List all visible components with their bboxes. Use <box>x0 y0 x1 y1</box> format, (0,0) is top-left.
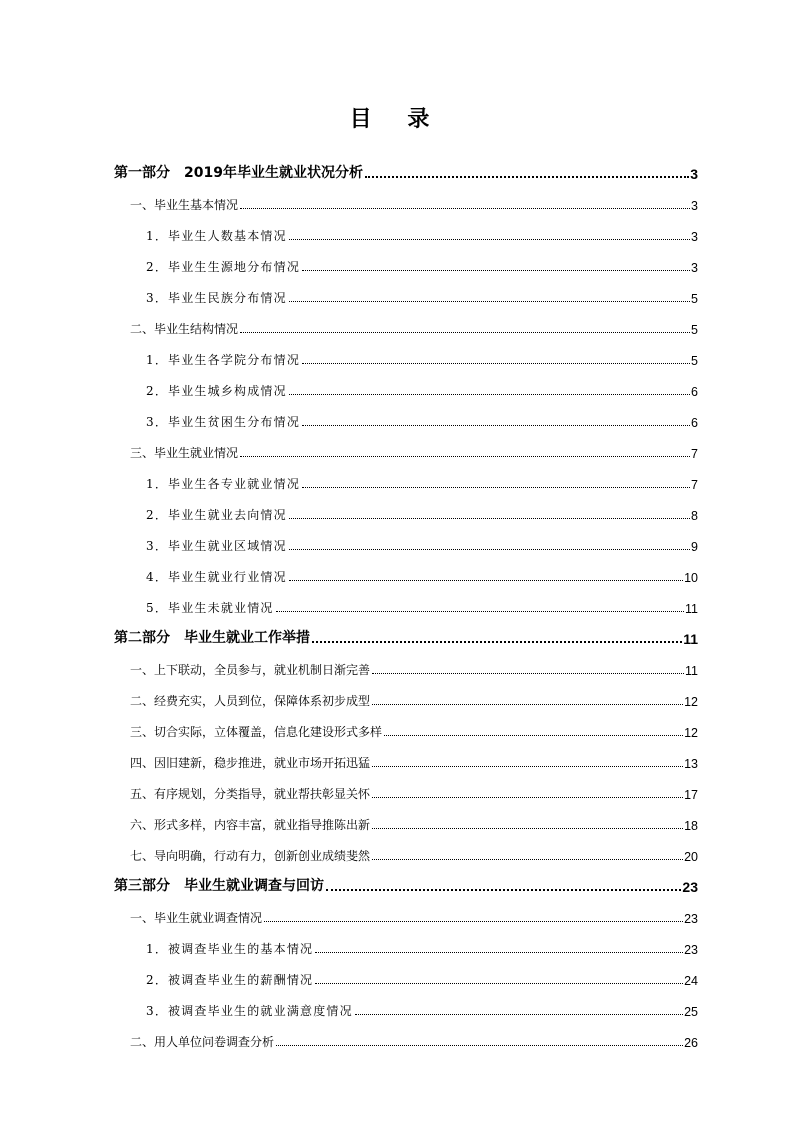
toc-entry[interactable] <box>114 682 698 713</box>
toc-entry-label: 2．毕业生城乡构成情况 <box>146 384 287 398</box>
toc-entry-page-number: 7 <box>691 478 698 492</box>
toc-entry-page-number: 20 <box>684 850 698 864</box>
dot-leader <box>315 983 683 984</box>
dot-leader <box>365 176 689 178</box>
toc-entry[interactable] <box>114 806 698 837</box>
toc-entry-label: 二、毕业生结构情况 <box>130 322 239 336</box>
toc-entry[interactable] <box>114 434 698 465</box>
toc-entry[interactable] <box>114 527 698 558</box>
toc-entry-page-number: 12 <box>684 695 698 709</box>
dot-leader <box>289 394 690 395</box>
toc-entry[interactable] <box>114 868 698 899</box>
table-of-contents <box>114 155 698 1054</box>
toc-entry-page-number: 13 <box>684 757 698 771</box>
toc-entry[interactable] <box>114 899 698 930</box>
dot-leader <box>264 921 683 922</box>
toc-entry[interactable] <box>114 558 698 589</box>
toc-entry-label: 1．毕业生各专业就业情况 <box>146 477 301 491</box>
toc-entry-page-number: 3 <box>691 261 698 275</box>
toc-entry-label: 1．被调查毕业生的基本情况 <box>146 942 314 956</box>
toc-entry-page-number: 8 <box>691 509 698 523</box>
dot-leader <box>289 239 690 240</box>
toc-entry[interactable] <box>114 186 698 217</box>
toc-entry[interactable] <box>114 248 698 279</box>
toc-entry-label: 三、切合实际，立体覆盖，信息化建设形式多样 <box>130 725 383 739</box>
toc-entry-page-number: 25 <box>684 1005 698 1019</box>
toc-entry[interactable] <box>114 465 698 496</box>
dot-leader <box>372 859 683 860</box>
toc-entry-label: 第一部分 2019年毕业生就业状况分析 <box>114 165 363 181</box>
toc-entry-page-number: 6 <box>691 416 698 430</box>
dot-leader <box>372 766 683 767</box>
toc-entry-page-number: 11 <box>685 602 698 616</box>
toc-entry-page-number: 11 <box>685 664 698 678</box>
toc-entry[interactable] <box>114 310 698 341</box>
toc-entry-page-number: 5 <box>691 323 698 337</box>
toc-entry[interactable] <box>114 837 698 868</box>
toc-entry-page-number: 18 <box>684 819 698 833</box>
dot-leader <box>302 270 690 271</box>
toc-entry[interactable] <box>114 930 698 961</box>
toc-entry-page-number: 9 <box>691 540 698 554</box>
toc-entry-page-number: 23 <box>684 943 698 957</box>
dot-leader <box>372 704 683 705</box>
toc-entry-page-number: 10 <box>684 571 698 585</box>
toc-entry-page-number: 3 <box>691 230 698 244</box>
dot-leader <box>384 735 683 736</box>
toc-entry[interactable] <box>114 341 698 372</box>
dot-leader <box>302 487 690 488</box>
toc-entry-label: 六、形式多样，内容丰富，就业指导推陈出新 <box>130 818 371 832</box>
toc-entry-page-number: 6 <box>691 385 698 399</box>
toc-entry-page-number: 11 <box>683 631 698 647</box>
toc-entry[interactable] <box>114 1023 698 1054</box>
toc-entry-page-number: 5 <box>691 354 698 368</box>
toc-entry-label: 3．毕业生就业区域情况 <box>146 539 287 553</box>
toc-entry-label: 2．毕业生生源地分布情况 <box>146 260 301 274</box>
dot-leader <box>312 641 682 643</box>
dot-leader <box>276 1045 683 1046</box>
dot-leader <box>302 425 690 426</box>
toc-entry[interactable] <box>114 620 698 651</box>
toc-entry-label: 七、导向明确，行动有力，创新创业成绩斐然 <box>130 849 371 863</box>
toc-entry-label: 2．被调查毕业生的薪酬情况 <box>146 973 314 987</box>
toc-entry-label: 1．毕业生各学院分布情况 <box>146 353 301 367</box>
toc-entry-label: 5．毕业生未就业情况 <box>146 601 274 615</box>
toc-entry-label: 一、毕业生基本情况 <box>130 198 239 212</box>
dot-leader <box>240 208 690 209</box>
page-title: 目 录 <box>349 107 444 132</box>
toc-entry[interactable] <box>114 713 698 744</box>
toc-entry-page-number: 17 <box>684 788 698 802</box>
toc-entry[interactable] <box>114 992 698 1023</box>
toc-entry-page-number: 3 <box>690 166 698 182</box>
toc-entry[interactable] <box>114 372 698 403</box>
toc-entry-label: 二、经费充实，人员到位，保障体系初步成型 <box>130 694 371 708</box>
dot-leader <box>372 673 684 674</box>
dot-leader <box>289 580 683 581</box>
toc-entry-page-number: 12 <box>684 726 698 740</box>
toc-entry[interactable] <box>114 589 698 620</box>
dot-leader <box>289 301 690 302</box>
dot-leader <box>289 518 690 519</box>
toc-entry-label: 3．被调查毕业生的就业满意度情况 <box>146 1004 353 1018</box>
dot-leader <box>240 332 690 333</box>
toc-entry-page-number: 24 <box>684 974 698 988</box>
toc-entry-page-number: 7 <box>691 447 698 461</box>
toc-entry-label: 二、用人单位问卷调查分析 <box>130 1035 275 1049</box>
toc-entry-page-number: 26 <box>684 1036 698 1050</box>
toc-entry[interactable] <box>114 961 698 992</box>
toc-entry-label: 五、有序规划，分类指导，就业帮扶彰显关怀 <box>130 787 371 801</box>
toc-entry-label: 四、因旧建新，稳步推进，就业市场开拓迅猛 <box>130 756 371 770</box>
toc-entry-label: 2．毕业生就业去向情况 <box>146 508 287 522</box>
toc-entry[interactable] <box>114 155 698 186</box>
toc-entry-page-number: 3 <box>691 199 698 213</box>
dot-leader <box>315 952 683 953</box>
toc-entry-label: 第二部分 毕业生就业工作举措 <box>114 630 310 646</box>
dot-leader <box>355 1014 683 1015</box>
toc-entry[interactable] <box>114 403 698 434</box>
toc-entry[interactable] <box>114 279 698 310</box>
toc-entry-page-number: 5 <box>691 292 698 306</box>
dot-leader <box>326 889 681 891</box>
toc-entry[interactable] <box>114 217 698 248</box>
toc-entry-label: 三、毕业生就业情况 <box>130 446 239 460</box>
dot-leader <box>240 456 690 457</box>
toc-entry-label: 一、毕业生就业调查情况 <box>130 911 263 925</box>
toc-entry-label: 一、上下联动，全员参与，就业机制日渐完善 <box>130 663 371 677</box>
dot-leader <box>372 828 683 829</box>
toc-entry-label: 4．毕业生就业行业情况 <box>146 570 287 584</box>
toc-entry-label: 3．毕业生贫困生分布情况 <box>146 415 301 429</box>
toc-entry-label: 第三部分 毕业生就业调查与回访 <box>114 878 324 894</box>
toc-entry[interactable] <box>114 496 698 527</box>
dot-leader <box>276 611 684 612</box>
toc-entry[interactable] <box>114 775 698 806</box>
dot-leader <box>302 363 690 364</box>
dot-leader <box>289 549 690 550</box>
dot-leader <box>372 797 683 798</box>
toc-entry-label: 1．毕业生人数基本情况 <box>146 229 287 243</box>
toc-entry-label: 3．毕业生民族分布情况 <box>146 291 287 305</box>
toc-entry[interactable] <box>114 744 698 775</box>
toc-entry-page-number: 23 <box>682 879 698 895</box>
toc-entry-page-number: 23 <box>684 912 698 926</box>
toc-entry[interactable] <box>114 651 698 682</box>
